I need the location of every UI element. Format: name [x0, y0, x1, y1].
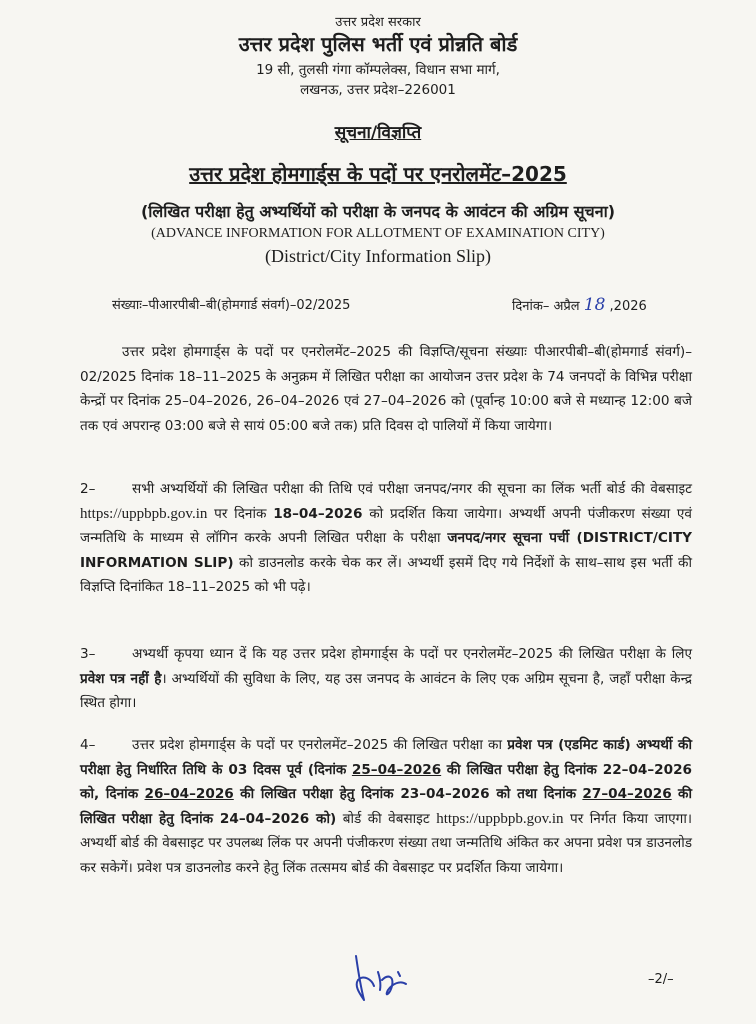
p3-text-2: । अभ्यर्थियों की सुविधा के लिए, यह उस जनपद के आवंटन के लिए एक अग्रिम सूचना है, जहाँ परीक्षा केन्द्र स्थित होगा।	[80, 670, 692, 711]
handwritten-day: 18	[583, 295, 606, 315]
p4-date-2: 26–04–2026	[144, 786, 234, 802]
p4-bold-1: प्रवेश पत्र (एडमिट कार्ड) अभ्यर्थी की परीक्षा हेतु निर्धारित तिथि के 03 दिवस पूर्व (दिनांक	[80, 737, 693, 778]
notice-title	[0, 160, 756, 187]
signature	[348, 950, 418, 1006]
p2-text-4: को डाउनलोड करके चेक कर लें। अभ्यर्थी इसमें दिए गये निर्देशों के साथ–साथ इस भर्ती की विज्ञप्ति दिनांकित 18–11–2025 को भी पढ़े।	[80, 554, 692, 595]
p4-bold-4: की लिखित परीक्षा हेतु दिनांक 24–04–2026 को)	[80, 786, 692, 827]
notice-label	[0, 120, 756, 143]
paragraph-3-number: 3–	[80, 646, 96, 662]
p4-bold-2: की लिखित परीक्षा हेतु दिनांक 22–04–2026 को, दिनांक	[80, 761, 692, 802]
p3-text-1: अभ्यर्थी कृपया ध्यान दें कि यह उत्तर प्रदेश होमगार्ड्स के पदों पर एनरोलमेंट–2025 की लिखित परीक्षा के लिए	[132, 646, 692, 662]
address-line-2: लखनऊ, उत्तर प्रदेश–226001	[300, 82, 456, 98]
notice-label-text: सूचना/विज्ञप्ति	[334, 123, 422, 143]
paragraph-2-number: 2–	[80, 481, 96, 497]
board-name: उत्तर प्रदेश पुलिस भर्ती एवं प्रोन्नति बोर्ड	[238, 32, 518, 56]
reference-date	[512, 295, 647, 315]
reference-line	[112, 295, 692, 313]
subtitle-english: (ADVANCE INFORMATION FOR ALLOTMENT OF EXAMINATION CITY)	[151, 226, 605, 241]
paragraph-3	[80, 642, 692, 716]
p4-text-1: उत्तर प्रदेश होमगार्ड्स के पदों पर एनरोलमेंट–2025 की लिखित परीक्षा का	[132, 737, 503, 753]
p2-text-2: पर दिनांक	[214, 505, 267, 522]
subtitle-hindi: (लिखित परीक्षा हेतु अभ्यर्थियों को परीक्षा के जनपद के आवंटन की अग्रिम सूचना)	[140, 202, 616, 221]
p2-text-3: को प्रदर्शित किया जायेगा। अभ्यर्थी अपनी पंजीकरण संख्या एवं जन्मतिथि के माध्यम से लॉगिन करके अपनी लिखित परीक्षा के परीक्षा	[80, 505, 692, 546]
not-admit-card-notice: प्रवेश पत्र नहीं है	[80, 670, 162, 687]
paragraph-4-number: 4–	[80, 737, 96, 753]
p4-text-2: बोर्ड की वेबसाइट	[342, 810, 430, 827]
p4-bold-3: की लिखित परीक्षा हेतु दिनांक 23–04–2026 को तथा दिनांक	[240, 786, 577, 802]
p2-date: 18–04–2026	[273, 505, 363, 522]
p4-text-3: पर निर्गत किया जाएगा। अभ्यर्थी बोर्ड की वेबसाइट पर उपलब्ध लिंक पर अपनी पंजीकरण संख्या तथा जन्मतिथि अंकित कर अपना प्रवेश पत्र डाउनलोड कर सकेगें। प्रवेश पत्र डाउनलोड करने हेतु लिंक तत्समय बोर्ड की वेबसाइट पर प्रदर्शित किया जायेगा।	[80, 810, 692, 876]
paragraph-1: उत्तर प्रदेश होमगार्ड्स के पदों पर एनरोलमेंट–2025 की विज्ञप्ति/सूचना संख्याः पीआरपीबी–बी(होमगार्ड संवर्ग)–02/2025 दिनांक 18–11–2025 के अनुक्रम में लिखित परीक्षा का आयोजन उत्तर प्रदेश के 74 जनपदों के विभिन्न परीक्षा केन्द्रों पर दिनांक 25–04–2026, 26–04–2026 एवं 27–04–2026 को (पूर्वान्ह 10:00 बजे से मध्यान्ह 12:00 बजे तक एवं अपरान्ह 03:00 बजे से सायं 05:00 बजे तक) प्रति दिवस दो पालियों में किया जायेगा।	[80, 344, 692, 434]
reference-number: संख्याः–पीआरपीबी–बी(होमगार्ड संवर्ग)–02/2025	[112, 298, 351, 313]
website-link[interactable]: https://uppbpb.gov.in	[80, 505, 208, 522]
notice-title-text: उत्तर प्रदेश होमगार्ड्स के पदों पर एनरोलमेंट–2025	[189, 162, 567, 186]
subtitle-english-slip: (District/City Information Slip)	[265, 246, 491, 266]
address-line-1: 19 सी, तुलसी गंगा कॉम्पलेक्स, विधान सभा मार्ग,	[256, 62, 500, 78]
government-header: उत्तर प्रदेश सरकार	[335, 15, 421, 30]
p4-date-3: 27–04–2026	[582, 786, 672, 802]
paragraph-2	[80, 477, 692, 600]
p4-date-1: 25–04–2026	[351, 761, 442, 778]
p2-text-1: सभी अभ्यर्थियों की लिखित परीक्षा की तिथि एवं परीक्षा जनपद/नगर की सूचना का लिंक भर्ती बोर्ड की वेबसाइट	[132, 481, 692, 497]
website-link-2[interactable]: https://uppbpb.gov.in	[436, 810, 564, 827]
date-suffix: ,2026	[609, 299, 647, 314]
date-prefix: दिनांक– अप्रैल	[512, 299, 580, 314]
paragraph-4	[80, 733, 692, 880]
page-number: –2/–	[648, 972, 674, 987]
information-slip-label: जनपद/नगर सूचना पर्ची (DISTRICT/CITY INFORMATION SLIP)	[80, 530, 693, 571]
